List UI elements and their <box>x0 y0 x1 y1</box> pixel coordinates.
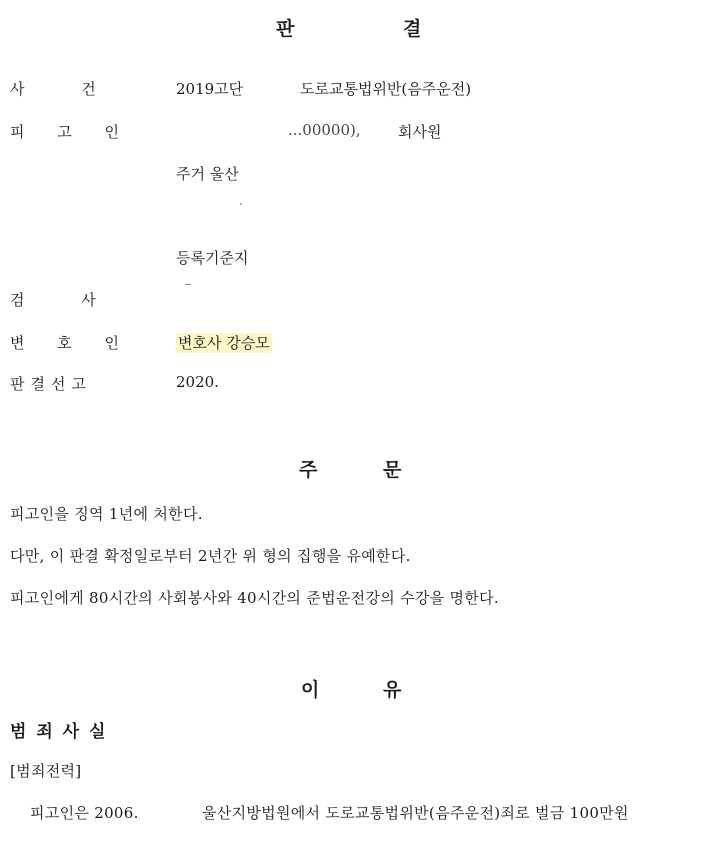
label-prosecutor: 검 사 <box>10 291 122 309</box>
defendant-id: ...00000), <box>288 121 361 139</box>
criminal-record-title: [범죄전력] <box>10 762 82 780</box>
registration-base: 등록기준지 <box>176 249 249 267</box>
scan-speck <box>240 203 242 205</box>
counsel-name <box>176 332 272 353</box>
order-line-3: 피고인에게 80시간의 사회봉사와 40시간의 준법운전강의 수강을 명한다. <box>10 589 499 607</box>
order-heading-left: 주 <box>299 459 319 481</box>
crime-facts-title: 범 죄 사 실 <box>10 722 108 742</box>
counsel-name-text: 변호사 강승모 <box>178 334 270 352</box>
record-line-right: 울산지방법원에서 도로교통법위반(음주운전)죄로 벌금 100만원 <box>202 804 629 822</box>
order-line-2: 다만, 이 판결 확정일로부터 2년간 위 형의 집행을 유예한다. <box>10 547 411 565</box>
prosecutor-mark <box>185 284 191 285</box>
order-heading-right: 문 <box>383 459 403 481</box>
order-line-1: 피고인을 징역 1년에 처한다. <box>10 505 203 523</box>
sentencing-date: 2020. <box>176 373 219 391</box>
label-defendant: 피 고 인 <box>10 123 134 141</box>
case-name: 도로교통법위반(음주운전) <box>300 80 472 98</box>
defendant-address: 주거 울산 <box>176 165 239 183</box>
defendant-occupation: 회사원 <box>398 123 442 141</box>
reason-heading-right: 유 <box>383 679 403 701</box>
label-counsel: 변 호 인 <box>10 334 134 352</box>
label-sentencing-date: 판결선고 <box>10 375 92 393</box>
reason-heading-left: 이 <box>301 679 321 701</box>
label-case: 사 건 <box>10 80 122 98</box>
record-line-left: 피고인은 2006. <box>30 804 139 822</box>
document-title-left: 판 <box>276 18 296 40</box>
case-number: 2019고단 <box>176 80 244 98</box>
document-title-right: 결 <box>403 18 423 40</box>
